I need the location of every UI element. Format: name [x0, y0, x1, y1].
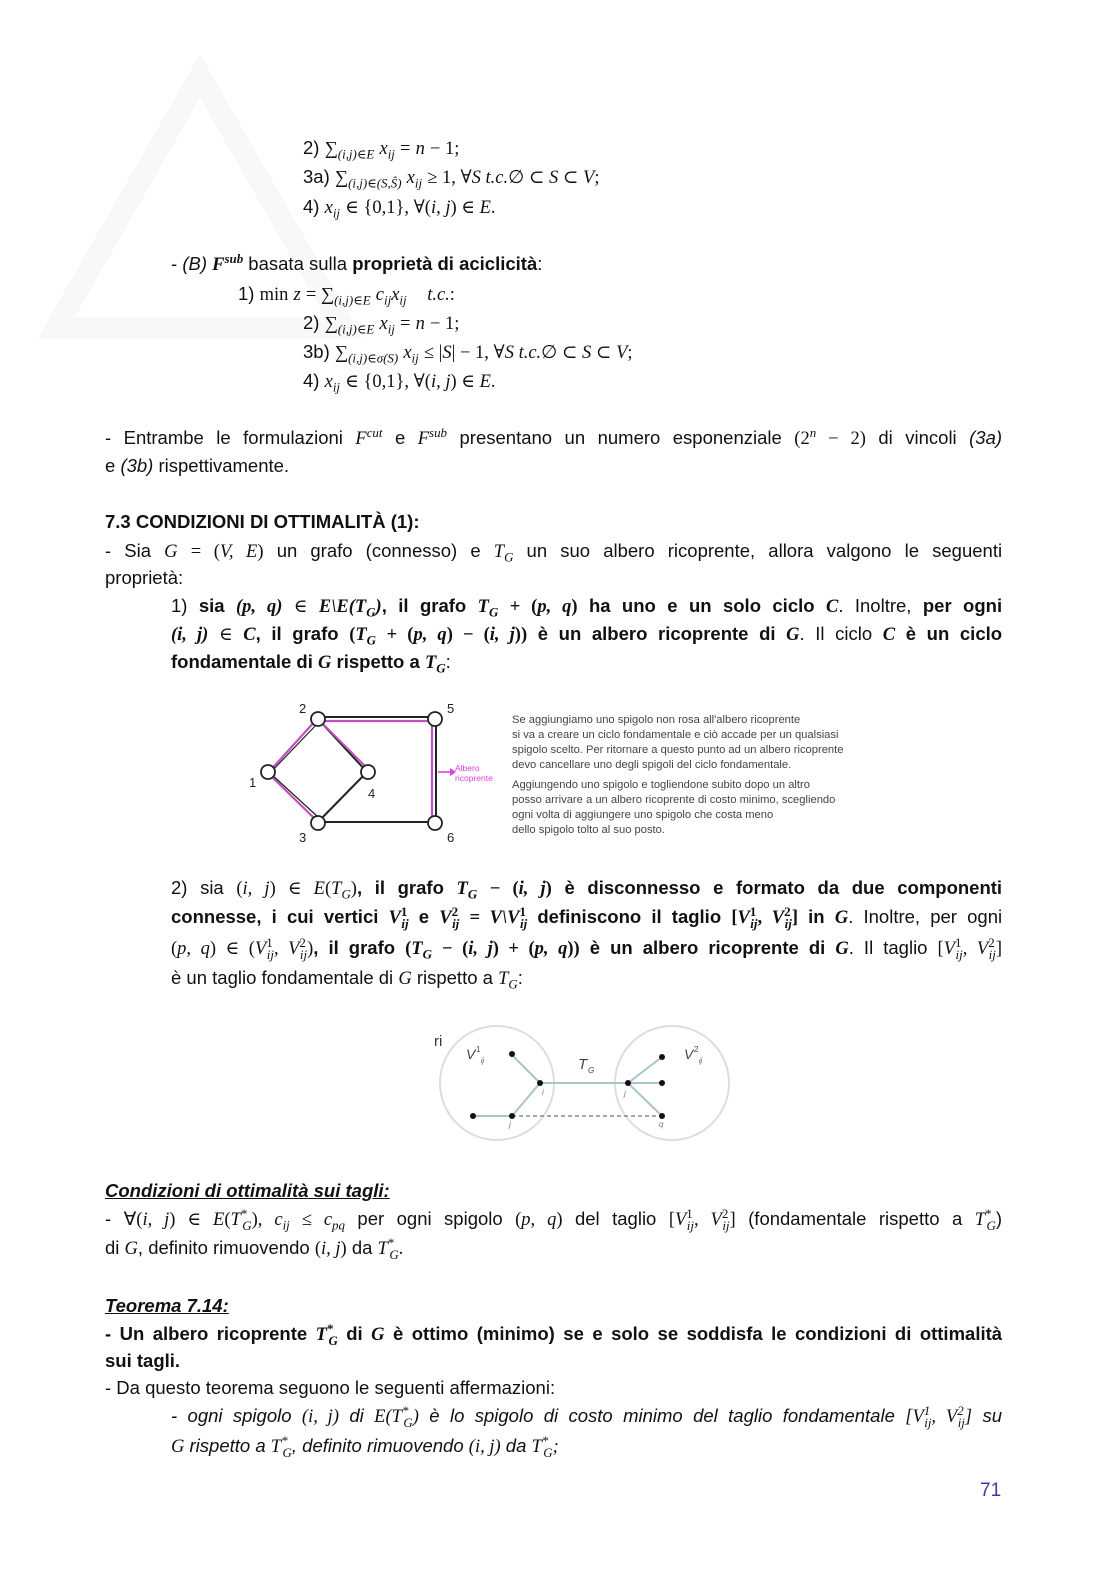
- formulation-a-constraint-2: 2) $\sum_{(i,j)\in E}$ $x_{ij} = n - 1$;: [303, 137, 460, 162]
- label-tg-sub: G: [588, 1066, 595, 1075]
- page-number: 71: [980, 1480, 1002, 1501]
- edge-4-3: [318, 772, 367, 822]
- section-intro-line1: - Sia G = (V, E) un grafo (connesso) e $T_G$ un suo albero ricoprente, allora valgono le seguenti: [105, 540, 1003, 565]
- figure-caption: [512, 713, 843, 838]
- edge-j-top: [628, 1057, 662, 1083]
- theorem-consequence-intro: - Da questo teorema seguono le seguenti affermazioni:: [105, 1377, 556, 1398]
- exponential-note-line1: - Entrambe le formulazioni $F^{cut}$ e $F^{sub}$ presentano un numero esponenziale $(2^n - 2)$ di vincoli (3a): [105, 424, 1003, 449]
- node-label-i: i: [542, 1088, 544, 1097]
- formulation-a-constraint-4: 4) $x_{ij}$ ∈ {0,1}, ∀(i, j) ∈ E.: [303, 196, 496, 221]
- property-2-line4: è un taglio fondamentale di G rispetto a $T_G$:: [171, 967, 523, 992]
- caption-line: si va a creare un ciclo fondamentale e ciò accade per un qualsiasi: [512, 729, 839, 741]
- cut-conditions-line1: - ∀(i, j) ∈ $E(T^*_G)$, $c_{ij} \le c_{pq}$ per ogni spigolo (p, q) del taglio [$V^1_{ij}$, $V^2_{ij}$] (fondamentale rispetto a $T^*_G$): [105, 1205, 1003, 1233]
- formulation-b-heading: - (B) $F^{sub}$ basata sulla proprietà di aciclicità:: [171, 250, 543, 275]
- graph-node-2: [311, 712, 325, 726]
- caption-line: Se aggiungiamo uno spigolo non rosa all'albero ricoprente: [512, 714, 801, 726]
- tree-edge-1-2: [268, 720, 316, 773]
- exponential-note-line2: e (3b) rispettivamente.: [105, 455, 290, 476]
- property-1-line3: fondamentale di G rispetto a $T_G$:: [171, 651, 451, 676]
- cut-conditions-title: Condizioni di ottimalità sui tagli:: [105, 1180, 390, 1201]
- theorem-statement-line2: sui tagli.: [105, 1350, 181, 1371]
- caption-line: devo cancellare uno degli spigoli del ciclo fondamentale.: [512, 759, 792, 771]
- label-v2-sub: ij: [699, 1058, 703, 1065]
- node-label-3: 3: [299, 830, 307, 845]
- node-label-j1: j: [509, 1120, 511, 1129]
- theorem-statement-line1: - Un albero ricoprente $T^*_G$ di G è ottimo (minimo) se e solo se soddisfa le condizioni di ottimalità: [105, 1320, 1003, 1348]
- property-2-line1: 2) sia (i, j) ∈ $E(T_G)$, il grafo $T_G - (i$, j) è disconnesso e formato da due componenti: [171, 877, 1003, 902]
- formulation-b-constraint-2: 2) $\sum_{(i,j)\in E}$ $x_{ij} = n - 1$;: [303, 312, 460, 337]
- label-v1-sub: ij: [481, 1058, 485, 1065]
- legend-label-line1: Albero: [455, 763, 480, 773]
- formulation-a-constraint-3a: 3a) $\sum_{(i,j)\in(S,Ŝ)}$ $x_{ij} \ge 1$, ∀S t.c.∅ ⊂ S ⊂ V;: [303, 166, 600, 191]
- node-label-j: j: [624, 1089, 626, 1098]
- component-v1-circle: [440, 1026, 554, 1140]
- property-1-line1: 1) sia (p, q) ∈ $E\backslash E(T_G)$, il grafo $T_G + (p$, q) ha uno e un solo ciclo C. Inoltre, per ogni: [171, 595, 1003, 620]
- spanning-tree-edges: [268, 720, 434, 820]
- caption-line: Aggiungendo uno spigolo e togliendone subito dopo un altro: [512, 779, 810, 791]
- node-label-2: 2: [299, 701, 307, 716]
- legend-label-line2: ricoprente: [455, 773, 493, 783]
- caption-line: ogni volta di aggiungere uno spigolo che costa meno: [512, 809, 774, 821]
- caption-line: posso arrivare a un albero ricoprente di costo minimo, scegliendo: [512, 794, 836, 806]
- edge-j-q: [628, 1083, 662, 1116]
- caption-line: spigolo scelto. Per ritornare a questo punto ad un albero ricoprente: [512, 744, 844, 756]
- graph-node-3: [311, 816, 325, 830]
- theorem-consequence-line2: G rispetto a $T^*_G$, definito rimuovendo (i, j) da $T^*_G$;: [171, 1432, 559, 1460]
- property-1-line2: (i, j) ∈ C, il grafo ($T_G + (p$, q) − (i, j)) è un albero ricoprente di G. Il ciclo C è un ciclo: [171, 623, 1003, 648]
- caption-line: dello spigolo tolto al suo posto.: [512, 824, 665, 836]
- label-v1-sup: 1: [476, 1045, 481, 1054]
- graph-node-4: [361, 765, 375, 779]
- section-intro-line2: proprietà:: [105, 567, 184, 588]
- tree-edge-2-4: [320, 721, 367, 768]
- figure-fundamental-cut: [430, 1025, 740, 1150]
- node-label-5: 5: [447, 701, 455, 716]
- edge-v1-top-i: [512, 1055, 540, 1083]
- edge-i-j1: [512, 1083, 540, 1116]
- label-tg: T: [578, 1056, 588, 1073]
- label-v1: V: [466, 1046, 476, 1062]
- property-2-line2: connesse, i cui vertici $V^1_{ij}$ e $V^2_{ij}$ = $V\backslash V^1_{ij}$ definiscono il taglio [$V^1_{ij}$, $V^2_{ij}$] in G. Inoltre, per ogni: [171, 903, 1003, 931]
- figure-spanning-tree-graph: [240, 695, 510, 847]
- section-title: 7.3 CONDIZIONI DI OTTIMALITÀ (1):: [105, 511, 420, 532]
- graph-node-1: [261, 765, 275, 779]
- formulation-b-constraint-4: 4) $x_{ij}$ ∈ {0,1}, ∀(i, j) ∈ E.: [303, 370, 496, 395]
- theorem-consequence-line1: - ogni spigolo (i, j) di $E(T^*_G)$ è lo spigolo di costo minimo del taglio fondamentale [$V^1_{ij}$, $V^2_{ij}$] su: [171, 1402, 1003, 1430]
- cut-conditions-line2: di G, definito rimuovendo (i, j) da $T^*_G$.: [105, 1234, 404, 1262]
- property-2-line3: (p, q) ∈ ($V^1_{ij}$, $V^2_{ij}$), il grafo ($T_G - (i$, j) + (p, q)) è un albero ricoprente di G. Il taglio [$V^1_{ij}$, $V^2_{ij}$]: [171, 934, 1003, 962]
- label-v2: V: [684, 1046, 694, 1062]
- node-label-1: 1: [249, 775, 257, 790]
- formulation-b-objective: 1) $\min z = \sum_{(i,j)\in E}$ $c_{ij}x_{ij}$ t.c.:: [238, 283, 455, 308]
- label-v2-sup: 2: [694, 1045, 699, 1054]
- tree-edge-1-3: [268, 773, 316, 820]
- graph-node-5: [428, 712, 442, 726]
- node-label-6: 6: [447, 830, 455, 845]
- node-label-q: q: [659, 1120, 664, 1129]
- node-label-4: 4: [368, 786, 376, 801]
- theorem-title: Teorema 7.14:: [105, 1295, 229, 1316]
- figure-corner-text: ri: [434, 1033, 443, 1050]
- formulation-b-constraint-3b: 3b) $\sum_{(i,j)\in\sigma(S)}$ $x_{ij} \le |S| - 1$, ∀S t.c.∅ ⊂ S ⊂ V;: [303, 341, 633, 366]
- graph-node-6: [428, 816, 442, 830]
